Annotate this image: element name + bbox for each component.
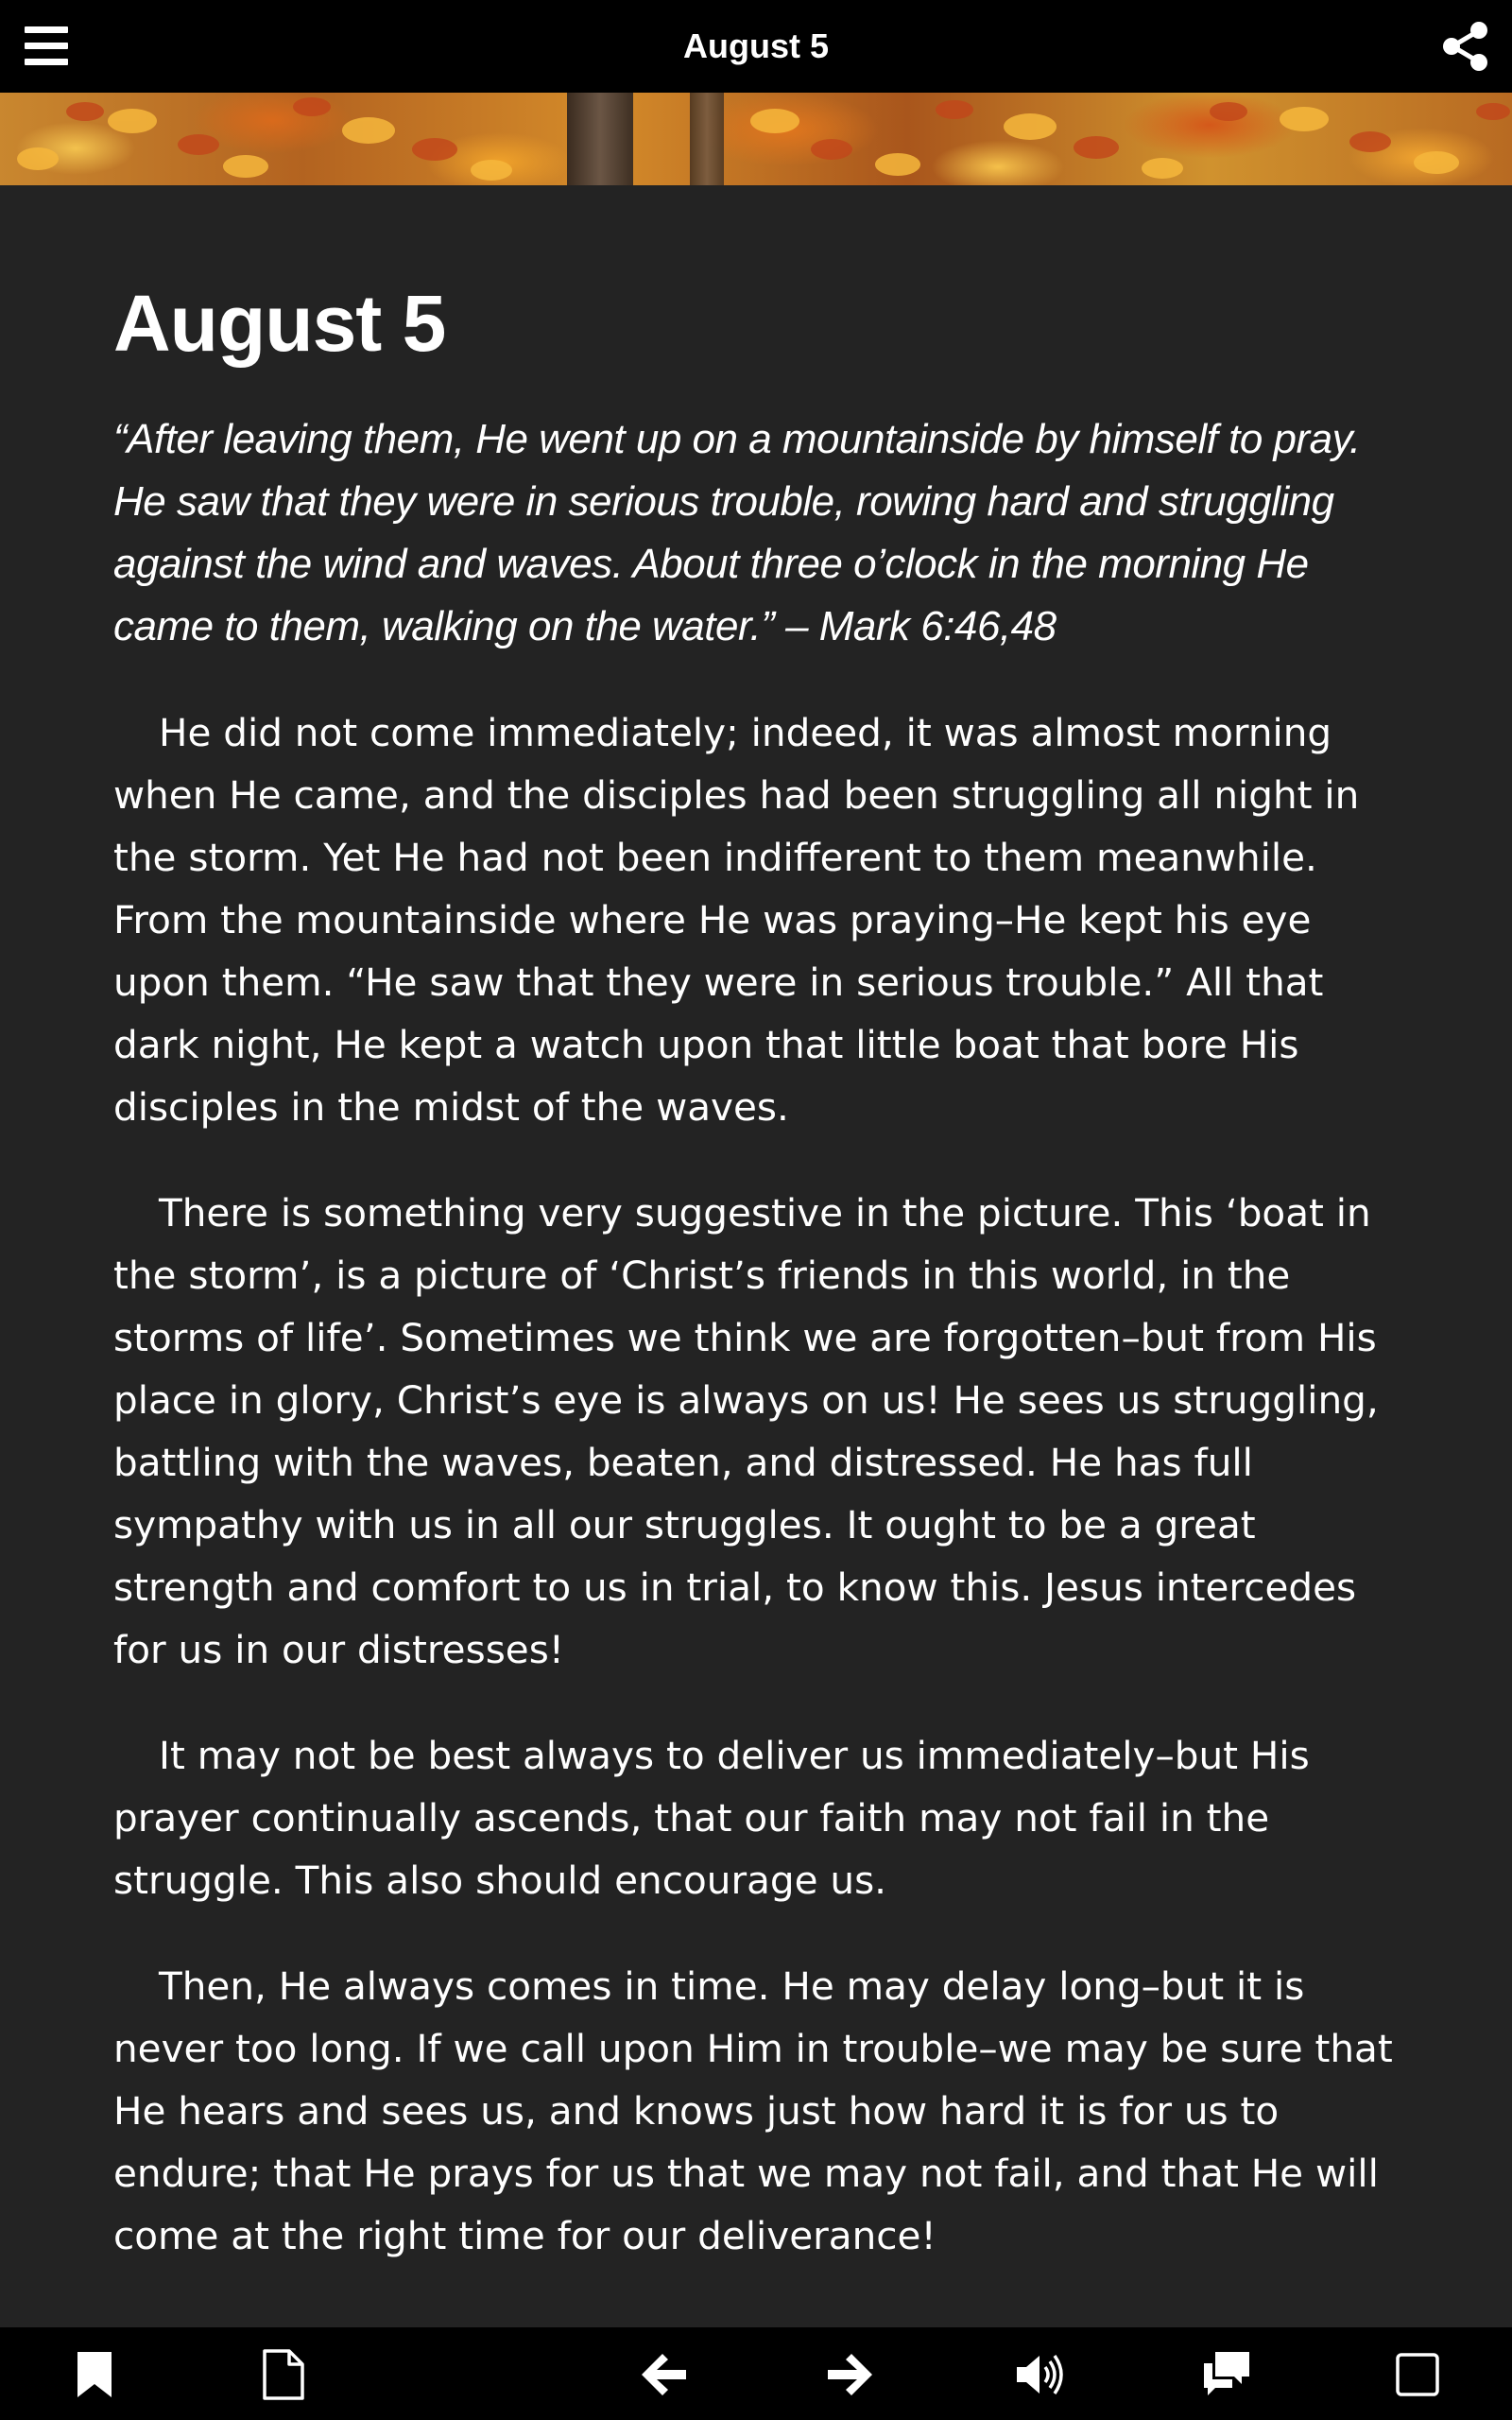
autumn-leaves-banner — [0, 93, 1512, 185]
page-icon[interactable] — [257, 2348, 310, 2401]
body-paragraph: He did not come immediately; indeed, it was almost morning when He came, and the disciples had been struggling all night in the storm. Yet He had not been indifferent to them meanwhile. From the mountainside where He was praying–He kept his eye upon them. “He saw that they were in serious trouble.” All that dark night, He kept a watch upon that little boat that bore His disciples in the midst of the waves. — [113, 710, 1360, 1130]
bottom-toolbar — [0, 2327, 1512, 2420]
forward-arrow-icon[interactable] — [824, 2348, 877, 2401]
app-bar-title: August 5 — [682, 26, 829, 65]
leaf-overlay — [0, 93, 1512, 185]
body-paragraph: It may not be best always to deliver us immediately–but His prayer continually ascends, that our faith may not fail in the struggle. This also should encourage us. — [113, 1733, 1310, 1903]
article — [113, 185, 1399, 2267]
share-icon[interactable] — [1440, 21, 1491, 72]
square-icon[interactable] — [1391, 2348, 1444, 2401]
speaker-icon[interactable] — [1013, 2348, 1066, 2401]
scripture-verse: “After leaving them, He went up on a mountainside by himself to pray. He saw that they were in serious trouble, rowing hard and struggling against the wind and waves. About three o’clock in the morning He came to them, walking on the water.” – Mark 6:46,48 — [113, 416, 1361, 649]
body-paragraph: There is something very suggestive in the picture. This ‘boat in the storm’, is a picture of ‘Christ’s friends in this world, in the storms of life’. Sometimes we think we are forgotten–but from His place in glory, Christ’s eye is always on us! He sees us struggling, battling with the waves, beaten, and distressed. He has full sympathy with us in all our struggles. It ought to be a great strength and comfort to us in trial, to know this. Jesus intercedes for us in our distresses! — [113, 1190, 1379, 1672]
chat-icon[interactable] — [1200, 2348, 1253, 2401]
back-arrow-icon[interactable] — [637, 2348, 690, 2401]
top-app-bar — [0, 0, 1512, 93]
page-title: August 5 — [113, 279, 446, 368]
body-paragraph: Then, He always comes in time. He may delay long–but it is never too long. If we call upon Him in trouble–we may be sure that He hears and sees us, and knows just how hard it is for us to endure; that He prays for us that we may not fail, and that He will come at the right time for our deliverance! — [113, 1963, 1393, 2258]
bookmark-icon[interactable] — [68, 2348, 121, 2401]
